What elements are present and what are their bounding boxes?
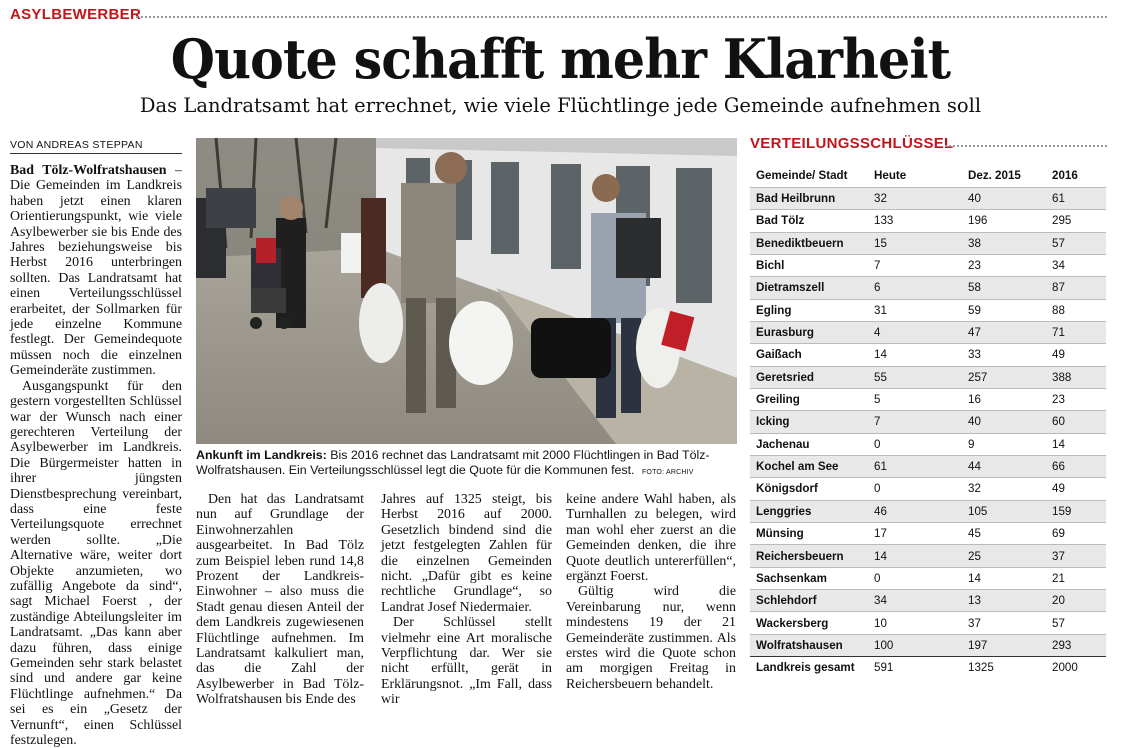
cell-dec-2015: 40 bbox=[962, 411, 1046, 433]
cell-today: 7 bbox=[868, 411, 962, 433]
byline-divider bbox=[10, 153, 182, 154]
table-row bbox=[750, 344, 1106, 366]
table-row bbox=[750, 210, 1106, 232]
article-paragraph: keine andere Wahl haben, als Turnhallen zu belegen, wird man wohl eher zuerst an die Gemeinden denken, die ihre Quote deutlich untererfüllen“, ergänzt Foerst. bbox=[566, 492, 736, 585]
cell-2016: 71 bbox=[1046, 321, 1106, 343]
caption-lead: Ankunft im Landkreis: bbox=[196, 448, 327, 462]
cell-2016: 23 bbox=[1046, 388, 1106, 410]
cell-municipality: Icking bbox=[750, 411, 868, 433]
cell-municipality: Schlehdorf bbox=[750, 590, 868, 612]
cell-today: 55 bbox=[868, 366, 962, 388]
cell-2016: 293 bbox=[1046, 634, 1106, 656]
cell-dec-2015: 14 bbox=[962, 567, 1046, 589]
cell-municipality: Königsdorf bbox=[750, 478, 868, 500]
cell-dec-2015: 32 bbox=[962, 478, 1046, 500]
cell-municipality: Jachenau bbox=[750, 433, 868, 455]
table-row bbox=[750, 277, 1106, 299]
table-body bbox=[750, 187, 1106, 679]
article-photo bbox=[196, 138, 737, 444]
cell-dec-2015: 23 bbox=[962, 254, 1046, 276]
section-rubric: ASYLBEWERBER bbox=[10, 6, 142, 23]
cell-municipality: Greiling bbox=[750, 388, 868, 410]
table-row bbox=[750, 500, 1106, 522]
dateline: Bad Tölz-Wolfratshausen bbox=[10, 163, 167, 178]
cell-dec-2015: 44 bbox=[962, 455, 1046, 477]
cell-today: 591 bbox=[868, 657, 962, 679]
subheadline: Das Landratsamt hat errechnet, wie viele Flüchtlinge jede Gemeinde aufnehmen soll bbox=[139, 94, 982, 117]
cell-dec-2015: 13 bbox=[962, 590, 1046, 612]
table-row bbox=[750, 321, 1106, 343]
cell-today: 5 bbox=[868, 388, 962, 410]
table-row bbox=[750, 567, 1106, 589]
cell-dec-2015: 40 bbox=[962, 187, 1046, 209]
cell-dec-2015: 33 bbox=[962, 344, 1046, 366]
cell-dec-2015: 16 bbox=[962, 388, 1046, 410]
cell-municipality: Bad Heilbrunn bbox=[750, 187, 868, 209]
cell-dec-2015: 59 bbox=[962, 299, 1046, 321]
cell-municipality: Landkreis gesamt bbox=[750, 657, 868, 679]
cell-municipality: Dietramszell bbox=[750, 277, 868, 299]
table-title: VERTEILUNGSSCHLÜSSEL bbox=[750, 135, 954, 152]
cell-2016: 14 bbox=[1046, 433, 1106, 455]
table-row bbox=[750, 254, 1106, 276]
cell-dec-2015: 105 bbox=[962, 500, 1046, 522]
cell-today: 34 bbox=[868, 590, 962, 612]
distribution-table bbox=[750, 165, 1106, 679]
cell-today: 100 bbox=[868, 634, 962, 656]
cell-municipality: Bad Tölz bbox=[750, 210, 868, 232]
cell-today: 7 bbox=[868, 254, 962, 276]
cell-today: 17 bbox=[868, 523, 962, 545]
cell-2016: 88 bbox=[1046, 299, 1106, 321]
cell-dec-2015: 47 bbox=[962, 321, 1046, 343]
table-row bbox=[750, 634, 1106, 656]
cell-2016: 60 bbox=[1046, 411, 1106, 433]
caption-text: Bis 2016 rechnet das Landratsamt mit 2000 Flüchtlingen in Bad Tölz-Wolfratshausen. Ein Verteilungsschlüssel legt die Quote für die Kommunen fest. bbox=[196, 448, 710, 477]
article-paragraph: Gültig wird die Vereinbarung nur, wenn mindestens 19 der 21 Gemeinderäte zustimmen. Als erstes wird die Quote schon am morgigen Freitag in Reichersbeuern behandelt. bbox=[566, 584, 736, 692]
cell-municipality: Benediktbeuern bbox=[750, 232, 868, 254]
table-row bbox=[750, 455, 1106, 477]
article-column-1 bbox=[10, 163, 182, 748]
cell-2016: 159 bbox=[1046, 500, 1106, 522]
cell-dec-2015: 38 bbox=[962, 232, 1046, 254]
cell-today: 0 bbox=[868, 433, 962, 455]
cell-municipality: Wolfratshausen bbox=[750, 634, 868, 656]
cell-municipality: Kochel am See bbox=[750, 455, 868, 477]
photo-caption bbox=[196, 448, 737, 480]
article-column-2 bbox=[196, 492, 364, 708]
cell-2016: 49 bbox=[1046, 344, 1106, 366]
cell-2016: 87 bbox=[1046, 277, 1106, 299]
cell-today: 14 bbox=[868, 344, 962, 366]
paragraph-text: – Die Gemeinden im Landkreis haben jetzt einen klaren Orientierungspunkt, wie viele Asylbewerber sie bis Ende des Jahres beziehungsweise bis Herbst 2016 unterbringen sollten. Das Landratsamt hat einen Verteilungsschlüssel erarbeitet, der Sollmarken für jede einzelne Kommune festlegt. Der Gemeindequote müssen noch die einzelnen Gemeinderäte zustimmen. bbox=[10, 163, 182, 379]
table-row bbox=[750, 388, 1106, 410]
table-row bbox=[750, 187, 1106, 209]
cell-today: 10 bbox=[868, 612, 962, 634]
article-paragraph bbox=[10, 163, 182, 379]
cell-today: 4 bbox=[868, 321, 962, 343]
cell-dec-2015: 45 bbox=[962, 523, 1046, 545]
cell-2016: 61 bbox=[1046, 187, 1106, 209]
cell-municipality: Eurasburg bbox=[750, 321, 868, 343]
cell-today: 46 bbox=[868, 500, 962, 522]
header-municipality: Gemeinde/ Stadt bbox=[756, 169, 848, 183]
cell-today: 14 bbox=[868, 545, 962, 567]
table-row bbox=[750, 590, 1106, 612]
cell-2016: 34 bbox=[1046, 254, 1106, 276]
table-row bbox=[750, 478, 1106, 500]
article-paragraph: Den hat das Landratsamt nun auf Grundlage der Einwohnerzahlen ausgearbeitet. In Bad Tölz zum Beispiel leben rund 14,8 Prozent der Landkreis-Einwohner – also muss die Stadt genau diesen Anteil der dem Landkreis zugewiesenen Flüchtlinge aufnehmen. Im Landratsamt kalkuliert man, das die Zahl der Asylbewerber in Bad Tölz-Wolfratshausen bis Ende des bbox=[196, 492, 364, 708]
photo-illustration bbox=[196, 138, 737, 444]
cell-2016: 20 bbox=[1046, 590, 1106, 612]
table-header-row bbox=[750, 165, 1106, 187]
cell-dec-2015: 37 bbox=[962, 612, 1046, 634]
cell-municipality: Reichersbeuern bbox=[750, 545, 868, 567]
cell-dec-2015: 257 bbox=[962, 366, 1046, 388]
cell-2016: 388 bbox=[1046, 366, 1106, 388]
table-title-divider bbox=[945, 145, 1107, 147]
cell-today: 133 bbox=[868, 210, 962, 232]
cell-municipality: Wackersberg bbox=[750, 612, 868, 634]
cell-dec-2015: 58 bbox=[962, 277, 1046, 299]
cell-2016: 2000 bbox=[1046, 657, 1106, 679]
table-row bbox=[750, 433, 1106, 455]
cell-dec-2015: 25 bbox=[962, 545, 1046, 567]
rubric-divider bbox=[136, 16, 1107, 18]
article-paragraph: Jahres auf 1325 steigt, bis Herbst 2016 auf 2000. Gesetzlich bindend sind die jetzt festgelegten Zahlen für die einzelnen Gemeinden nicht. „Dafür gibt es keine rechtliche Grundlage“, so Landrat Josef Niedermaier. bbox=[381, 492, 552, 615]
article-paragraph: Ausgangspunkt für den gestern vorgestellten Schlüssel war der Wunsch nach einer gerechteren Verteilung der Asylbewerber im Landkreis. Die Bürgermeister hatten in ihrer jüngsten Dienstbesprechung vereinbart, dass eine feste Verteilungsquote errechnet werden sollte. „Die Alternative wäre, weiter dort Objekte anzumieten, wo zufällig Angebote da sind“, sagt Michael Foerst , der zuständige Abteilungsleiter im Landratsamt. „Das kann aber dazu führen, dass einige Gemeinden sehr stark belastet sind und andere gar keine Flüchtlinge aufnehmen.“ Da sei es ein „Gesetz der Vernunft“, einen Schlüssel festzulegen. bbox=[10, 378, 182, 748]
cell-2016: 57 bbox=[1046, 232, 1106, 254]
cell-municipality: Egling bbox=[750, 299, 868, 321]
table-row bbox=[750, 612, 1106, 634]
cell-dec-2015: 196 bbox=[962, 210, 1046, 232]
table-row bbox=[750, 411, 1106, 433]
table-row bbox=[750, 523, 1106, 545]
cell-2016: 69 bbox=[1046, 523, 1106, 545]
cell-municipality: Gaißach bbox=[750, 344, 868, 366]
article-column-4 bbox=[566, 492, 736, 692]
photo-credit: FOTO: ARCHIV bbox=[641, 469, 694, 476]
author-byline: VON ANDREAS STEPPAN bbox=[10, 139, 143, 151]
cell-2016: 295 bbox=[1046, 210, 1106, 232]
cell-dec-2015: 9 bbox=[962, 433, 1046, 455]
article-column-3 bbox=[381, 492, 552, 708]
table-row bbox=[750, 232, 1106, 254]
cell-2016: 37 bbox=[1046, 545, 1106, 567]
cell-today: 0 bbox=[868, 567, 962, 589]
cell-today: 31 bbox=[868, 299, 962, 321]
cell-today: 6 bbox=[868, 277, 962, 299]
article-paragraph: Der Schlüssel stellt vielmehr eine Art moralische Verpflichtung dar. Wer sie nicht erfüllt, gerät in Erklärungsnot. „Im Fall, dass wir bbox=[381, 615, 552, 708]
cell-municipality: Münsing bbox=[750, 523, 868, 545]
cell-today: 61 bbox=[868, 455, 962, 477]
table-row bbox=[750, 366, 1106, 388]
header-2016: 2016 bbox=[1052, 169, 1078, 183]
cell-dec-2015: 1325 bbox=[962, 657, 1046, 679]
table-row bbox=[750, 545, 1106, 567]
cell-today: 32 bbox=[868, 187, 962, 209]
table-total-row bbox=[750, 657, 1106, 679]
headline: Quote schafft mehr Klarheit bbox=[170, 27, 951, 91]
cell-2016: 57 bbox=[1046, 612, 1106, 634]
cell-2016: 66 bbox=[1046, 455, 1106, 477]
cell-today: 15 bbox=[868, 232, 962, 254]
cell-municipality: Sachsenkam bbox=[750, 567, 868, 589]
cell-municipality: Geretsried bbox=[750, 366, 868, 388]
cell-2016: 21 bbox=[1046, 567, 1106, 589]
header-dec-2015: Dez. 2015 bbox=[968, 169, 1021, 183]
cell-municipality: Bichl bbox=[750, 254, 868, 276]
cell-today: 0 bbox=[868, 478, 962, 500]
cell-dec-2015: 197 bbox=[962, 634, 1046, 656]
cell-2016: 49 bbox=[1046, 478, 1106, 500]
header-today: Heute bbox=[874, 169, 907, 183]
table-row bbox=[750, 299, 1106, 321]
cell-municipality: Lenggries bbox=[750, 500, 868, 522]
